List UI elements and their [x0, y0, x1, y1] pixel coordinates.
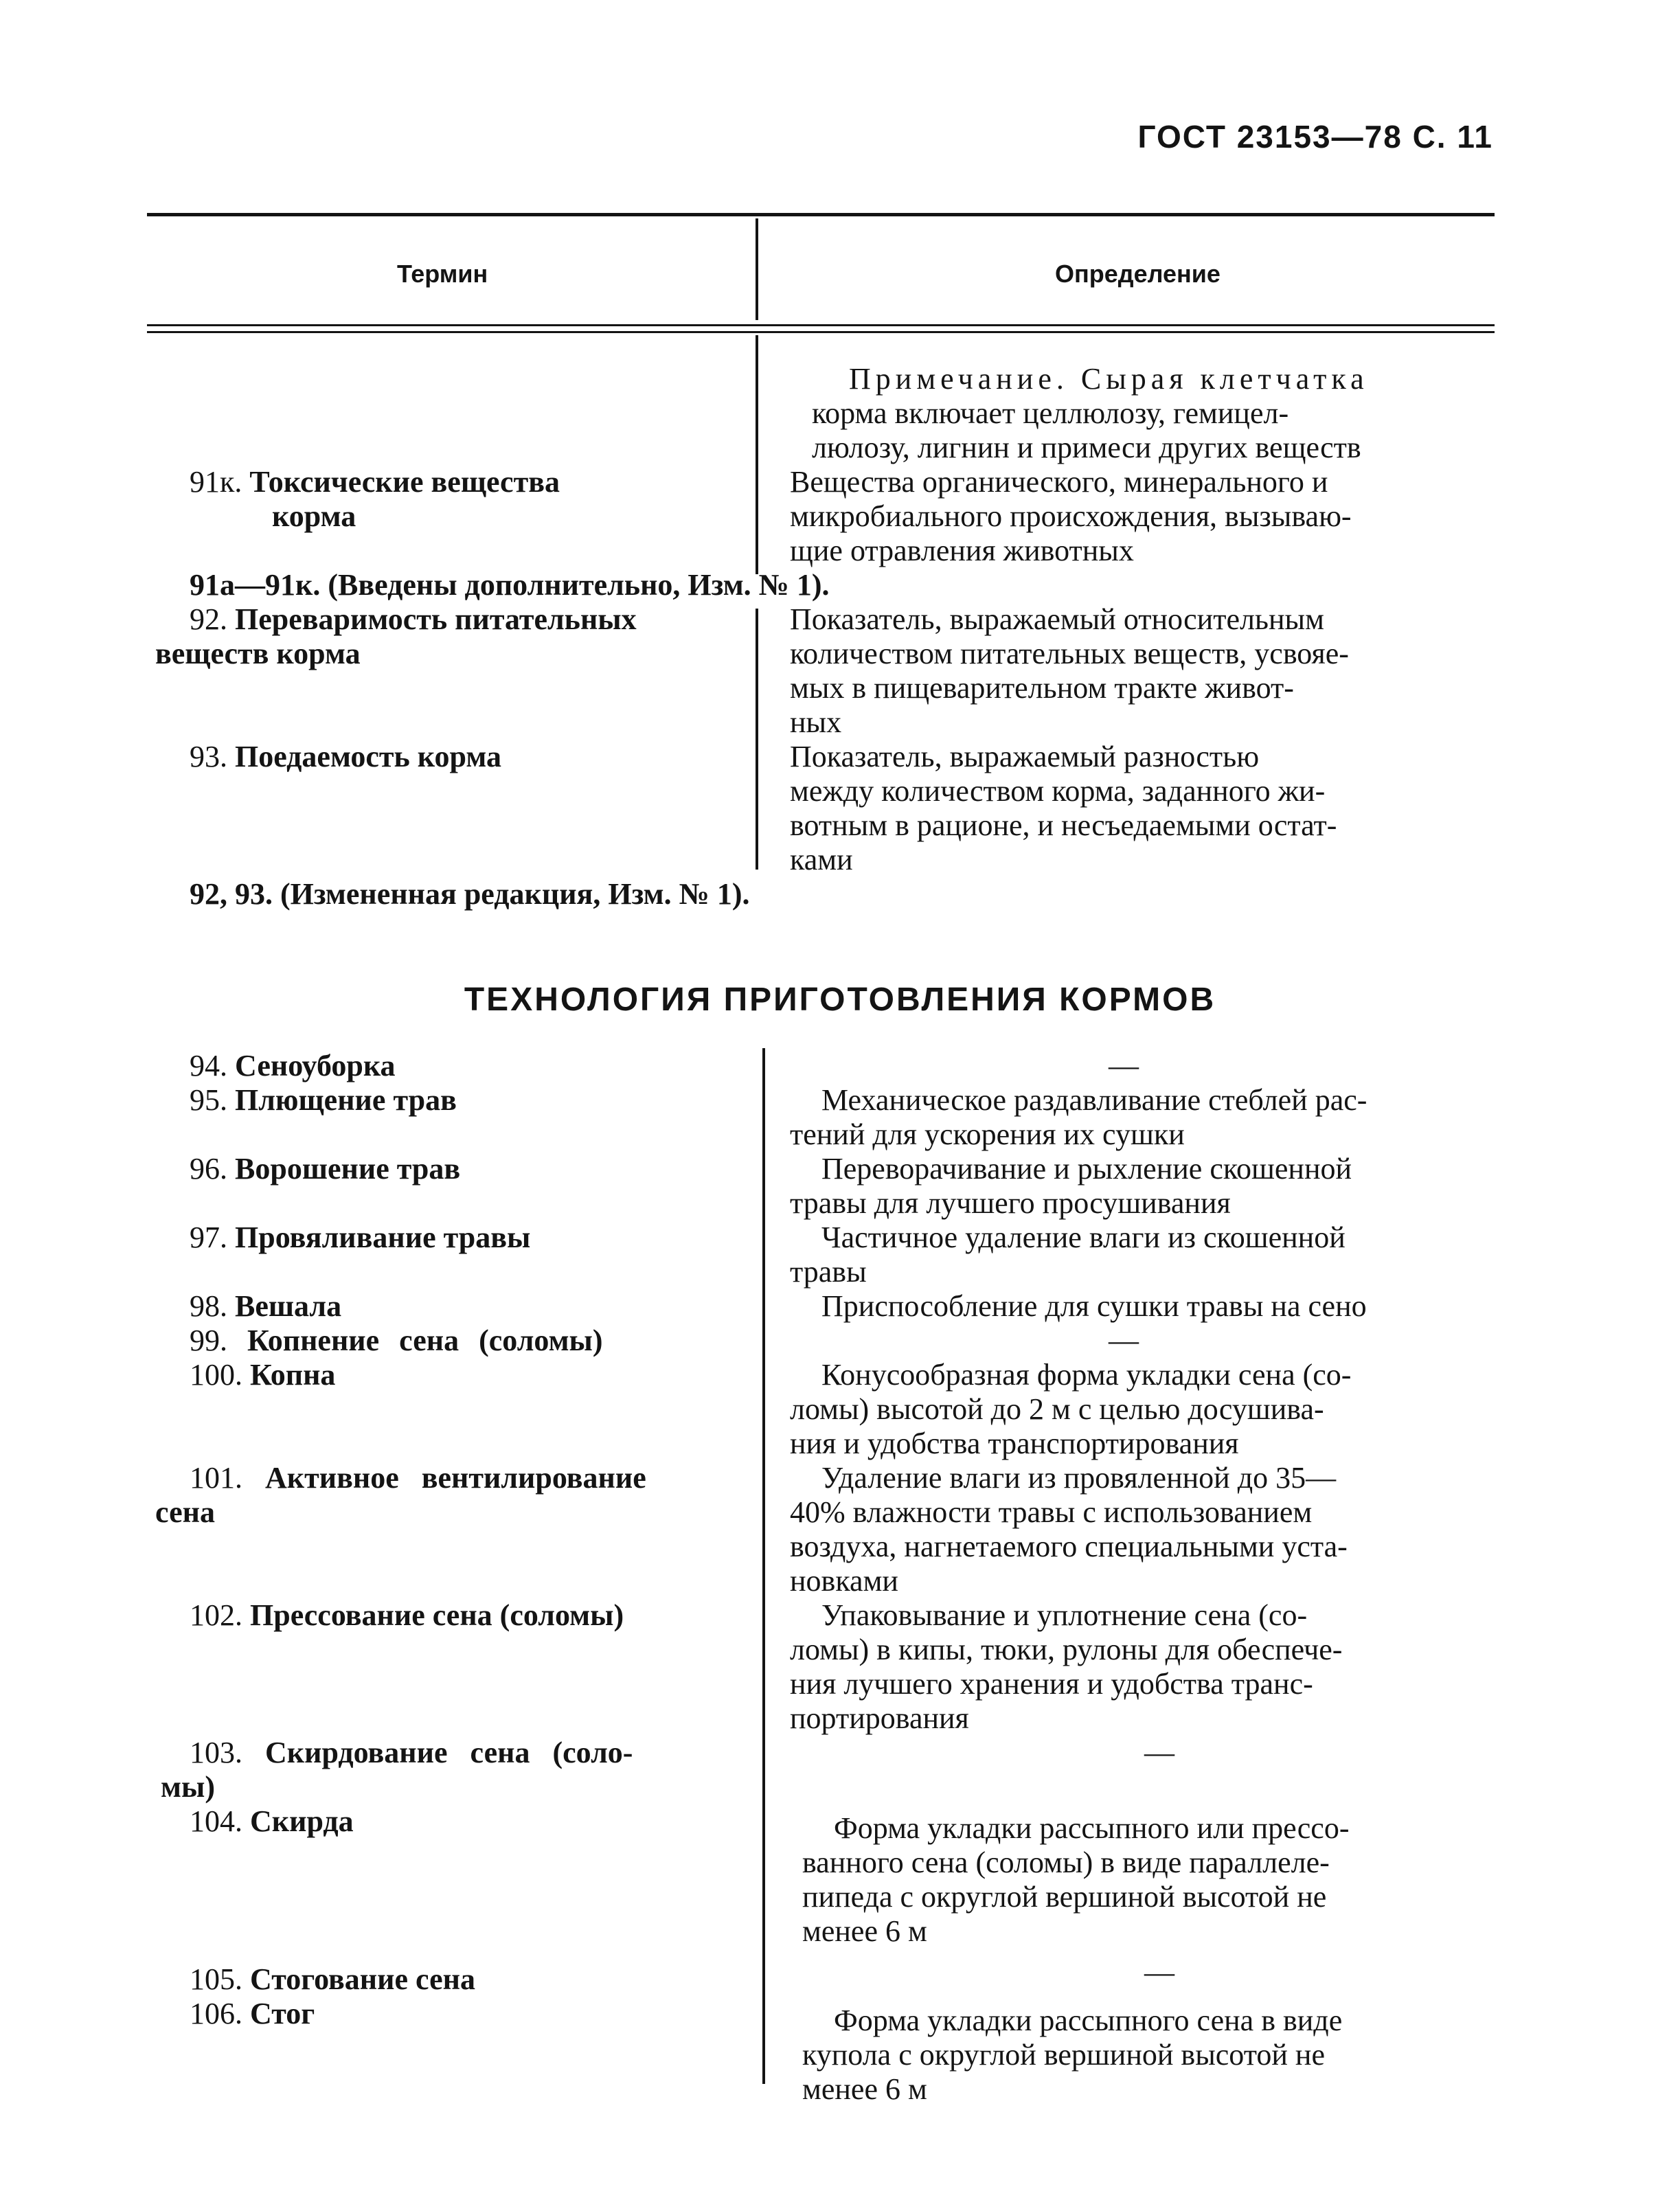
- amendment-91a-91k: 91а—91к. (Введены дополнительно, Изм. № 1).: [190, 568, 830, 602]
- amendment-92-93: 92, 93. (Измененная редакция, Изм. № 1).: [190, 877, 750, 911]
- term-101: [190, 1461, 646, 1495]
- term-102-label: Прессование сена (соломы): [250, 1598, 624, 1632]
- def-92-line-1: Показатель, выражаемый относительным: [790, 602, 1324, 636]
- term-101-line-2: сена: [155, 1495, 215, 1529]
- def-93-line-1: Показатель, выражаемый разностью: [790, 740, 1260, 773]
- def-101-line-4: новками: [790, 1564, 898, 1598]
- term-106-num: 106.: [190, 1997, 242, 2030]
- column-divider-s1b: [756, 609, 758, 870]
- term-100: [190, 1358, 335, 1392]
- term-96-label: Ворошение трав: [235, 1152, 461, 1186]
- term-101-line-1: Активное вентилирование: [265, 1461, 646, 1495]
- term-105-num: 105.: [190, 1962, 242, 1996]
- def-100-line-2: ломы) высотой до 2 м с целью досушива-: [790, 1392, 1324, 1426]
- term-102: [190, 1598, 624, 1633]
- note-line-2: корма включает целлюлозу, гемицел-: [812, 396, 1289, 430]
- def-91k-line-1: Вещества органического, минерального и: [790, 465, 1328, 499]
- term-93: [190, 740, 501, 774]
- term-105: [190, 1962, 475, 1997]
- def-106-line-3: менее 6 м: [802, 2072, 927, 2106]
- def-93-line-2: между количеством корма, заданного жи-: [790, 774, 1326, 808]
- def-104-line-2: ванного сена (соломы) в виде параллеле-: [802, 1846, 1330, 1879]
- def-97-line-1: Частичное удаление влаги из скошенной: [821, 1221, 1346, 1254]
- term-100-num: 100.: [190, 1358, 242, 1392]
- term-104-label: Скирда: [250, 1804, 354, 1838]
- def-91k-line-3: щие отравления животных: [790, 534, 1134, 567]
- def-92-line-3: мых в пищеварительном тракте живот-: [790, 671, 1294, 705]
- term-103-line-2: мы): [161, 1770, 215, 1804]
- term-106: [190, 1997, 315, 2031]
- def-104-line-4: менее 6 м: [802, 1914, 927, 1948]
- term-91k-line-2: корма: [272, 499, 356, 533]
- def-92-line-2: количеством питательных веществ, усвояе-: [790, 637, 1349, 670]
- def-102-line-3: ния лучшего хранения и удобства транс-: [790, 1667, 1313, 1701]
- note-line-3: люлозу, лигнин и примеси других веществ: [812, 431, 1361, 464]
- term-96: [190, 1152, 460, 1186]
- term-98-label: Вешала: [235, 1289, 342, 1323]
- term-98: [190, 1289, 341, 1324]
- def-106-line-2: купола с округлой вершиной высотой не: [802, 2038, 1325, 2072]
- term-92-line-1: Переваримость питательных: [235, 602, 637, 636]
- def-96-line-1: Переворачивание и рыхление скошенной: [821, 1152, 1352, 1186]
- header-bottom-rule-2: [147, 331, 1495, 333]
- def-91k-line-2: микробиального происхождения, вызываю-: [790, 499, 1352, 533]
- def-104-line-3: пипеда с округлой вершиной высотой не: [802, 1880, 1327, 1914]
- term-92: [190, 602, 637, 637]
- def-101-line-1: Удаление влаги из провяленной до 35—: [821, 1461, 1337, 1495]
- term-103: [190, 1736, 633, 1770]
- term-97-label: Провяливание травы: [235, 1221, 531, 1254]
- def-103-dash: —: [1144, 1736, 1174, 1769]
- def-100-line-1: Конусообразная форма укладки сена (со-: [821, 1358, 1352, 1392]
- def-93-line-4: ками: [790, 843, 853, 876]
- def-99-dash: —: [1109, 1324, 1139, 1357]
- def-95-line-1: Механическое раздавливание стеблей рас-: [821, 1083, 1367, 1117]
- def-102-line-2: ломы) в кипы, тюки, рулоны для обеспече-: [790, 1633, 1343, 1666]
- term-103-num: 103.: [190, 1736, 242, 1769]
- column-divider-s1a: [756, 335, 758, 574]
- term-99-label: Копнение сена (соломы): [247, 1324, 603, 1357]
- def-96-line-2: травы для лучшего просушивания: [790, 1186, 1231, 1220]
- header-bottom-rule-1: [147, 324, 1495, 326]
- term-101-num: 101.: [190, 1461, 242, 1495]
- def-102-line-4: портирования: [790, 1701, 969, 1735]
- column-header-term: Термин: [397, 260, 488, 288]
- column-divider-s2: [762, 1048, 765, 2084]
- def-105-dash: —: [1144, 1955, 1174, 1989]
- header-column-divider: [756, 218, 758, 320]
- term-94: [190, 1049, 396, 1083]
- page-header-ref: ГОСТ 23153—78 С. 11: [1137, 119, 1493, 155]
- def-102-line-1: Упаковывание и уплотнение сена (со-: [821, 1598, 1308, 1632]
- def-100-line-3: ния и удобства транспортирования: [790, 1427, 1239, 1460]
- term-94-label: Сеноуборка: [235, 1049, 396, 1082]
- def-94-dash: —: [1109, 1049, 1139, 1082]
- def-101-line-2: 40% влажности травы с использованием: [790, 1495, 1313, 1529]
- term-100-label: Копна: [250, 1358, 336, 1392]
- header-top-rule: [147, 213, 1495, 216]
- term-104-num: 104.: [190, 1804, 242, 1838]
- def-97-line-2: травы: [790, 1255, 867, 1289]
- def-92-line-4: ных: [790, 705, 842, 739]
- term-96-num: 96.: [190, 1152, 227, 1186]
- term-91k-line-1: Токсические вещества: [249, 465, 560, 499]
- term-91k: [190, 465, 560, 499]
- term-92-line-2: веществ корма: [155, 637, 361, 670]
- term-91k-num: 91к.: [190, 465, 242, 499]
- note-line-1: Примечание. Сырая клетчатка: [849, 362, 1369, 396]
- def-95-line-2: тений для ускорения их сушки: [790, 1118, 1185, 1151]
- term-95-num: 95.: [190, 1083, 227, 1117]
- term-98-num: 98.: [190, 1289, 227, 1323]
- def-93-line-3: вотным в рационе, и несъедаемыми остат-: [790, 808, 1337, 842]
- term-99: [190, 1324, 603, 1358]
- def-98-line-1: Приспособление для сушки травы на сено: [821, 1289, 1367, 1323]
- section-title: ТЕХНОЛОГИЯ ПРИГОТОВЛЕНИЯ КОРМОВ: [464, 982, 1216, 1018]
- term-95-label: Плющение трав: [235, 1083, 457, 1117]
- term-95: [190, 1083, 457, 1118]
- def-101-line-3: воздуха, нагнетаемого специальными уста-: [790, 1530, 1348, 1563]
- term-93-line-1: Поедаемость корма: [235, 740, 502, 773]
- term-97: [190, 1221, 530, 1255]
- term-97-num: 97.: [190, 1221, 227, 1254]
- term-106-label: Стог: [250, 1997, 315, 2030]
- term-92-num: 92.: [190, 602, 227, 636]
- column-header-definition: Определение: [1055, 260, 1221, 288]
- term-102-num: 102.: [190, 1598, 242, 1632]
- term-105-label: Стогование сена: [250, 1962, 475, 1996]
- term-104: [190, 1804, 354, 1839]
- def-106-line-1: Форма укладки рассыпного сена в виде: [834, 2004, 1343, 2037]
- term-93-num: 93.: [190, 740, 227, 773]
- term-94-num: 94.: [190, 1049, 227, 1082]
- term-103-line-1: Скирдование сена (соло-: [265, 1736, 633, 1769]
- term-99-num: 99.: [190, 1324, 227, 1357]
- def-104-line-1: Форма укладки рассыпного или прессо-: [834, 1811, 1350, 1845]
